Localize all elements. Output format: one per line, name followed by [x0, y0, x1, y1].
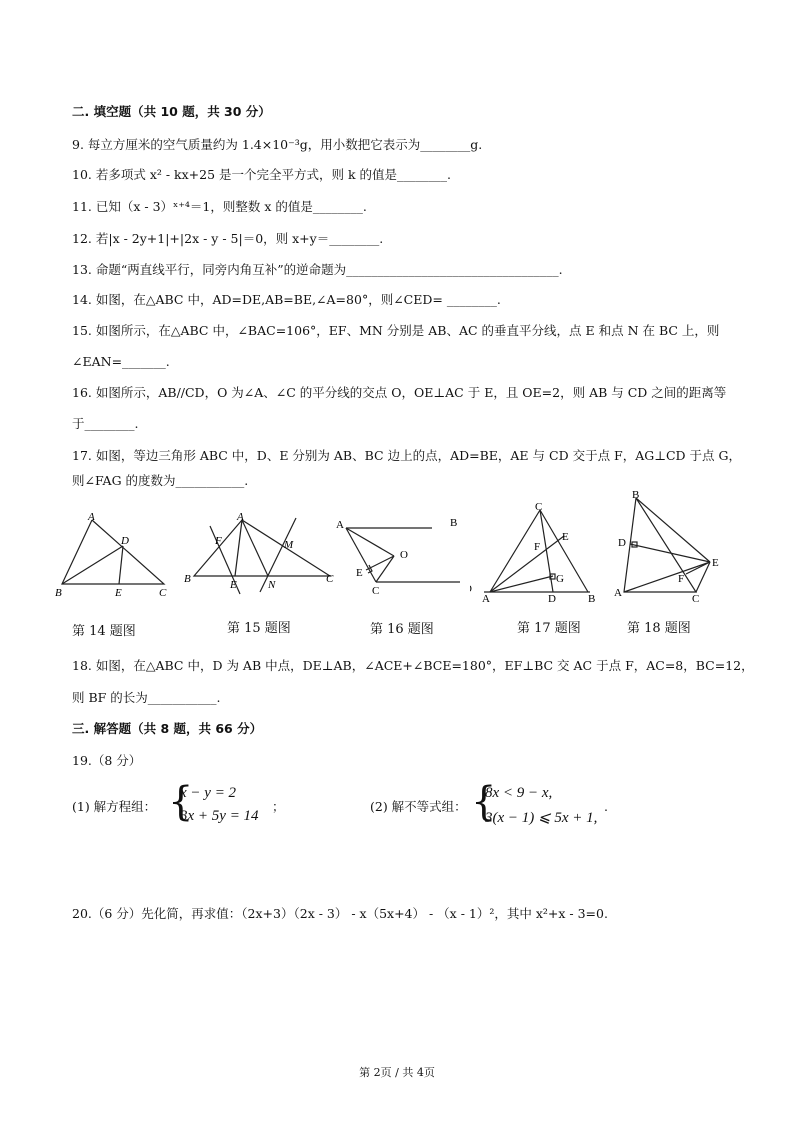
caption-figure-17: 第 17 题图 — [517, 621, 581, 636]
fig17-label-d: D — [548, 593, 556, 605]
question-16-line1: 16. 如图所示，AB//CD，O 为∠A、∠C 的平分线的交点 O，OE⊥AC 于 E，且 OE=2，则 AB 与 CD 之间的距离等 — [72, 385, 727, 400]
question-19-title: 19.（8 分） — [72, 753, 142, 768]
section-heading-solutions: 三. 解答题（共 8 题，共 66 分） — [72, 721, 263, 736]
fig16-label-e: E — [356, 567, 363, 579]
fig15-label-c: C — [326, 573, 334, 585]
question-15-line1: 15. 如图所示，在△ABC 中，∠BAC=106°，EF、MN 分别是 AB、AC 的垂直平分线，点 E 和点 N 在 BC 上，则 — [72, 323, 720, 338]
fig15-label-e: E — [230, 579, 237, 591]
fig17-label-b: B — [588, 593, 596, 605]
fig18-label-e: E — [712, 557, 719, 569]
fig17-label-c: C — [535, 501, 543, 513]
fig18-label-a: A — [614, 587, 622, 599]
question-18-line1: 18. 如图，在△ABC 中，D 为 AB 中点，DE⊥AB，∠ACE+∠BCE=180°，EF⊥BC 交 AC 于点 F，AC=8，BC=12， — [72, 658, 754, 673]
question-12: 12. 若|x - 2y+1|+|2x - y - 5|＝0，则 x+y＝________. — [72, 231, 384, 246]
fig18-label-c: C — [692, 593, 700, 605]
q19-part2-end: . — [604, 799, 608, 814]
figure-14 — [52, 508, 172, 600]
question-9: 9. 每立方厘米的空气质量约为 1.4×10⁻³g，用小数把它表示为________g. — [72, 137, 483, 152]
fig15-label-a: A — [237, 511, 244, 523]
question-18-line2: 则 BF 的长为___________. — [72, 690, 221, 705]
q19-part1-eq1: x − y = 2 — [180, 785, 237, 801]
caption-figure-15: 第 15 题图 — [227, 621, 291, 636]
q19-part1-label: (1) 解方程组： — [72, 799, 157, 814]
q19-part1-end: ； — [272, 799, 285, 814]
fig17-label-g: G — [556, 573, 564, 585]
caption-figure-16: 第 16 题图 — [370, 622, 434, 637]
figure-17 — [470, 496, 610, 606]
question-14: 14. 如图，在△ABC 中，AD=DE,AB=BE,∠A=80°，则∠CED= ________. — [72, 292, 501, 307]
fig16-label-b: B — [450, 517, 458, 529]
question-17-line2: 则∠FAG 的度数为___________. — [72, 473, 249, 488]
caption-figure-18: 第 18 题图 — [627, 621, 691, 636]
fig17-label-e: E — [562, 531, 569, 543]
fig16-label-a: A — [336, 519, 344, 531]
q19-part2-eq2: 3(x − 1) ⩽ 5x + 1, — [485, 810, 598, 826]
fig17-label-d-extra — [470, 583, 472, 595]
fig18-label-f: F — [678, 573, 685, 585]
caption-figure-14: 第 14 题图 — [72, 624, 136, 639]
page-footer: 第 2页 / 共 4页 — [359, 1066, 435, 1079]
fig17-label-a: A — [482, 593, 490, 605]
fig18-label-d: D — [618, 537, 626, 549]
fig15-label-m: M — [284, 539, 294, 551]
fig15-label-f: F — [215, 535, 222, 547]
fig14-label-d: D — [121, 535, 129, 547]
question-15-line2: ∠EAN=_______. — [72, 354, 170, 369]
fig17-label-f: F — [534, 541, 541, 553]
q19-part2-brace: { — [471, 779, 497, 825]
q19-part1-brace: { — [168, 779, 194, 825]
question-11: 11. 已知（x - 3）ˣ⁺⁴＝1，则整数 x 的值是________. — [72, 199, 367, 214]
fig14-label-c: C — [159, 587, 167, 599]
question-16-line2: 于________. — [72, 416, 139, 431]
question-20: 20.（6 分）先化简，再求值：（2x+3）（2x - 3） - x（5x+4） - （x - 1）²，其中 x²+x - 3=0. — [72, 906, 608, 921]
fig16-label-c: C — [372, 585, 380, 597]
question-10: 10. 若多项式 x² - kx+25 是一个完全平方式，则 k 的值是________. — [72, 167, 452, 182]
fig14-label-e: E — [115, 587, 122, 599]
figure-18 — [610, 488, 730, 606]
section-heading-fill-in: 二. 填空题（共 10 题，共 30 分） — [72, 104, 271, 119]
fig14-label-a: A — [88, 511, 95, 523]
fig16-label-o: O — [400, 549, 408, 561]
figure-16 — [332, 510, 462, 600]
fig14-label-b: B — [55, 587, 62, 599]
fig15-label-b: B — [184, 573, 191, 585]
q19-part2-eq1: 8x < 9 − x, — [485, 785, 553, 801]
q19-part1-eq2: 3x + 5y = 14 — [180, 808, 259, 824]
fig15-label-n: N — [268, 579, 276, 591]
q19-part2-label: (2) 解不等式组： — [370, 799, 467, 814]
figure-15 — [180, 506, 338, 596]
question-17-line1: 17. 如图，等边三角形 ABC 中，D、E 分别为 AB、BC 边上的点，AD=BE，AE 与 CD 交于点 F，AG⊥CD 于点 G， — [72, 448, 741, 463]
question-13: 13. 命题“两直线平行，同旁内角互补”的逆命题为__________________________________. — [72, 262, 563, 277]
fig18-label-b: B — [632, 489, 640, 501]
